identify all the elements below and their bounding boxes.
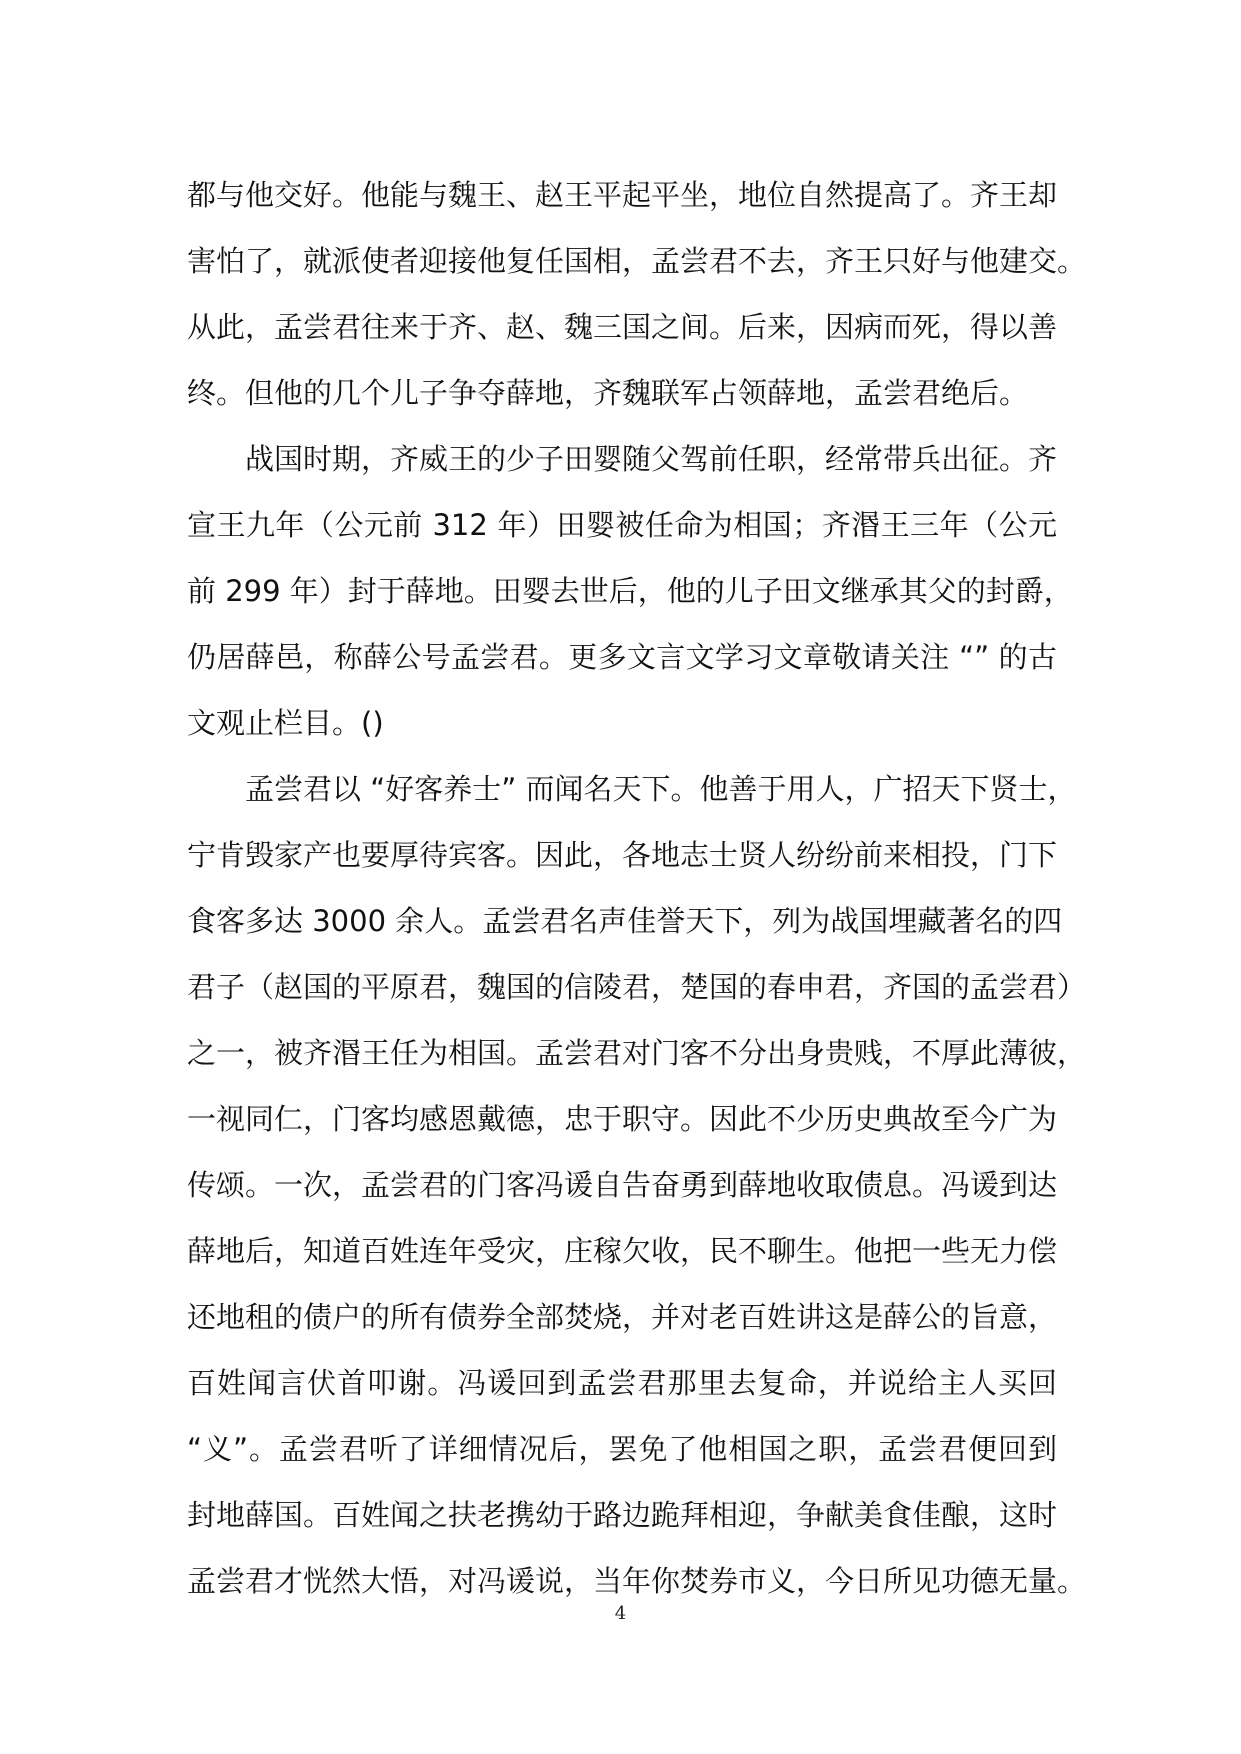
text-line: 战国时期，齐威王的少子田婴随父驾前任职，经常带兵出征。齐 [245,442,1058,476]
body-text [187,162,1087,1614]
text-line: 君子（赵国的平原君，魏国的信陵君，楚国的春申君，齐国的孟尝君） [187,970,1087,1004]
text-line: 宁肯毁家产也要厚待宾客。因此，各地志士贤人纷纷前来相投，门下 [187,838,1058,872]
text-line: 终。但他的几个儿子争夺薛地，齐魏联军占领薛地，孟尝君绝后。 [187,376,1029,410]
paragraph-3 [187,756,1087,1614]
text-line: 从此，孟尝君往来于齐、赵、魏三国之间。后来，因病而死，得以善 [187,310,1058,344]
text-line: “义”。孟尝君听了详细情况后，罢免了他相国之职，孟尝君便回到 [187,1432,1057,1466]
paragraph-2 [187,426,1073,756]
text-line: 孟尝君才恍然大悟，对冯谖说，当年你焚券市义，今日所见功德无量。 [187,1564,1087,1598]
text-line: 害怕了，就派使者迎接他复任国相，孟尝君不去，齐王只好与他建交。 [187,244,1087,278]
text-line: 薛地后，知道百姓连年受灾，庄稼欠收，民不聊生。他把一些无力偿 [187,1234,1058,1268]
text-line: 食客多达 3000 余人。孟尝君名声佳誉天下，列为战国埋藏著名的四 [187,904,1063,938]
text-line: 都与他交好。他能与魏王、赵王平起平坐，地位自然提高了。齐王却 [187,178,1058,212]
text-line: 还地租的债户的所有债券全部焚烧，并对老百姓讲这是薛公的旨意， [187,1300,1058,1334]
text-line: 封地薛国。百姓闻之扶老携幼于路边跪拜相迎，争献美食佳酿，这时 [187,1498,1058,1532]
text-line: 宣王九年（公元前 312 年）田婴被任命为相国；齐湣王三年（公元 [187,508,1057,542]
text-line: 孟尝君以 “好客养士” 而闻名天下。他善于用人，广招天下贤士， [245,772,1077,806]
text-line: 百姓闻言伏首叩谢。冯谖回到孟尝君那里去复命，并说给主人买回 [187,1366,1057,1400]
text-line: 之一，被齐湣王任为相国。孟尝君对门客不分出身贵贱，不厚此薄彼， [187,1036,1087,1070]
paragraph-1 [187,162,1087,426]
text-line: 一视同仁，门客均感恩戴德，忠于职守。因此不少历史典故至今广为 [187,1102,1058,1136]
text-line: 传颂。一次，孟尝君的门客冯谖自告奋勇到薛地收取债息。冯谖到达 [187,1168,1058,1202]
page-number: 4 [614,1603,627,1624]
text-line: 前 299 年）封于薛地。田婴去世后，他的儿子田文继承其父的封爵， [187,574,1073,608]
text-line: 仍居薛邑，称薛公号孟尝君。更多文言文学习文章敬请关注 “” 的古 [187,640,1057,674]
text-line: 文观止栏目。() [187,706,384,740]
